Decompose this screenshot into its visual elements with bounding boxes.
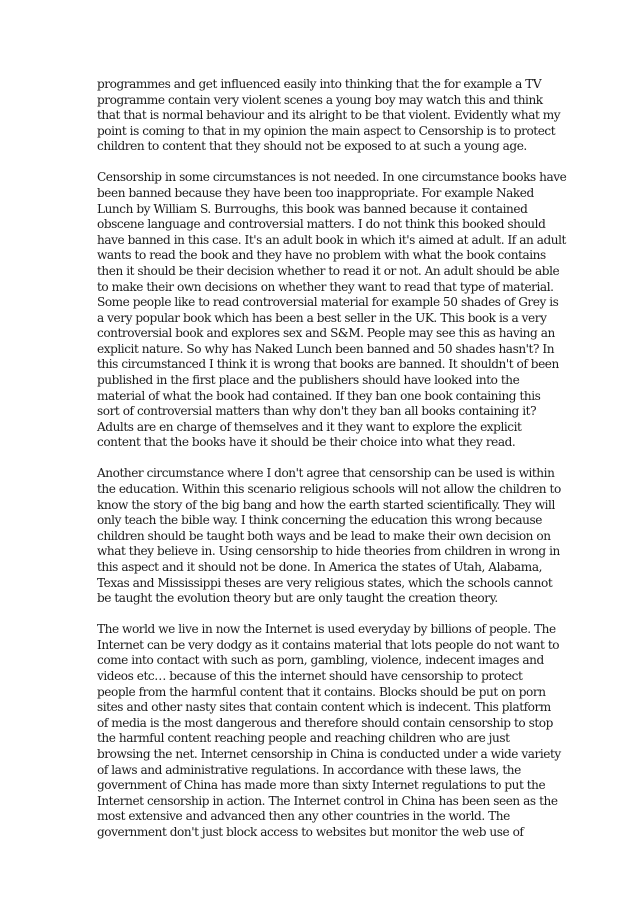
- text-line: explicit nature. So why has Naked Lunch been banned and 50 shades hasn't? In: [97, 341, 555, 356]
- text-line: sites and other nasty sites that contain content which is indecent. This platform: [97, 700, 551, 715]
- text-line: what they believe in. Using censorship to hide theories from children in wrong in: [97, 544, 560, 559]
- paragraph: [97, 466, 561, 606]
- text-line: content that the books have it should be their choice into what they read.: [97, 435, 516, 450]
- text-line: controversial book and explores sex and S&M. People may see this as having an: [97, 326, 555, 341]
- text-line: Lunch by William S. Burroughs, this book was banned because it contained: [97, 201, 528, 216]
- text-line: be taught the evolution theory but are only taught the creation theory.: [97, 591, 498, 606]
- text-line: Internet censorship in action. The Internet control in China has been seen as the: [97, 793, 558, 808]
- text-line: the education. Within this scenario religious schools will not allow the children to: [97, 482, 561, 497]
- text-line: only teach the bible way. I think concerning the education this wrong because: [97, 513, 542, 528]
- paragraph: [97, 77, 561, 155]
- text-line: Another circumstance where I don't agree that censorship can be used is within: [97, 466, 555, 481]
- text-line: come into contact with such as porn, gambling, violence, indecent images and: [97, 653, 544, 668]
- text-line: this circumstanced I think it is wrong that books are banned. It shouldn't of been: [97, 357, 559, 372]
- text-line: browsing the net. Internet censorship in China is conducted under a wide variety: [97, 746, 561, 761]
- text-line: know the story of the big bang and how the earth started scientifically. They will: [97, 497, 555, 512]
- text-line: people from the harmful content that it contains. Blocks should be put on porn: [97, 684, 546, 699]
- paragraph: [97, 170, 567, 451]
- text-line: The world we live in now the Internet is used everyday by billions of people. The: [97, 622, 556, 637]
- text-line: government of China has made more than sixty Internet regulations to put the: [97, 778, 546, 793]
- text-line: obscene language and controversial matters. I do not think this booked should: [97, 217, 546, 232]
- text-line: of media is the most dangerous and therefore should contain censorship to stop: [97, 715, 553, 730]
- text-line: Internet can be very dodgy as it contains material that lots people do not want to: [97, 637, 560, 652]
- text-line: programme contain very violent scenes a young boy may watch this and think: [97, 92, 543, 107]
- text-line: of laws and administrative regulations. In accordance with these laws, the: [97, 762, 521, 777]
- text-line: a very popular book which has been a best seller in the UK. This book is a very: [97, 310, 547, 325]
- text-line: children to content that they should not be exposed to at such a young age.: [97, 139, 527, 154]
- text-line: most extensive and advanced then any other countries in the world. The: [97, 809, 510, 824]
- text-line: point is coming to that in my opinion the main aspect to Censorship is to protect: [97, 123, 556, 138]
- text-line: Some people like to read controversial material for example 50 shades of Grey is: [97, 295, 559, 310]
- text-line: to make their own decisions on whether they want to read that type of material.: [97, 279, 554, 294]
- text-line: sort of controversial matters than why don't they ban all books containing it?: [97, 404, 537, 419]
- text-line: have banned in this case. It's an adult book in which it's aimed at adult. If an adult: [97, 232, 566, 247]
- text-line: programmes and get influenced easily into thinking that the for example a TV: [97, 77, 542, 91]
- text-line: videos etc… because of this the internet should have censorship to protect: [97, 668, 523, 683]
- text-line: government don't just block access to websites but monitor the web use of: [97, 824, 524, 839]
- text-line: Texas and Mississippi theses are very religious states, which the schools cannot: [97, 575, 553, 590]
- text-line: been banned because they have been too inappropriate. For example Naked: [97, 185, 534, 200]
- paragraph: [97, 622, 561, 840]
- text-line: that that is normal behaviour and its alright to be that violent. Evidently what my: [97, 108, 561, 123]
- text-line: then it should be their decision whether to read it or not. An adult should be able: [97, 263, 560, 278]
- document-body: [97, 77, 567, 856]
- text-line: this aspect and it should not be done. In America the states of Utah, Alabama,: [97, 560, 542, 574]
- text-line: Censorship in some circumstances is not needed. In one circumstance books have: [97, 170, 567, 185]
- text-line: published in the first place and the publishers should have looked into the: [97, 373, 520, 388]
- text-line: Adults are en charge of themselves and it they want to explore the explicit: [97, 419, 522, 434]
- text-line: wants to read the book and they have no problem with what the book contains: [97, 248, 546, 263]
- text-line: the harmful content reaching people and reaching children who are just: [97, 731, 510, 746]
- text-line: children should be taught both ways and be lead to make their own decision on: [97, 528, 551, 543]
- text-line: material of what the book had contained. If they ban one book containing this: [97, 388, 541, 403]
